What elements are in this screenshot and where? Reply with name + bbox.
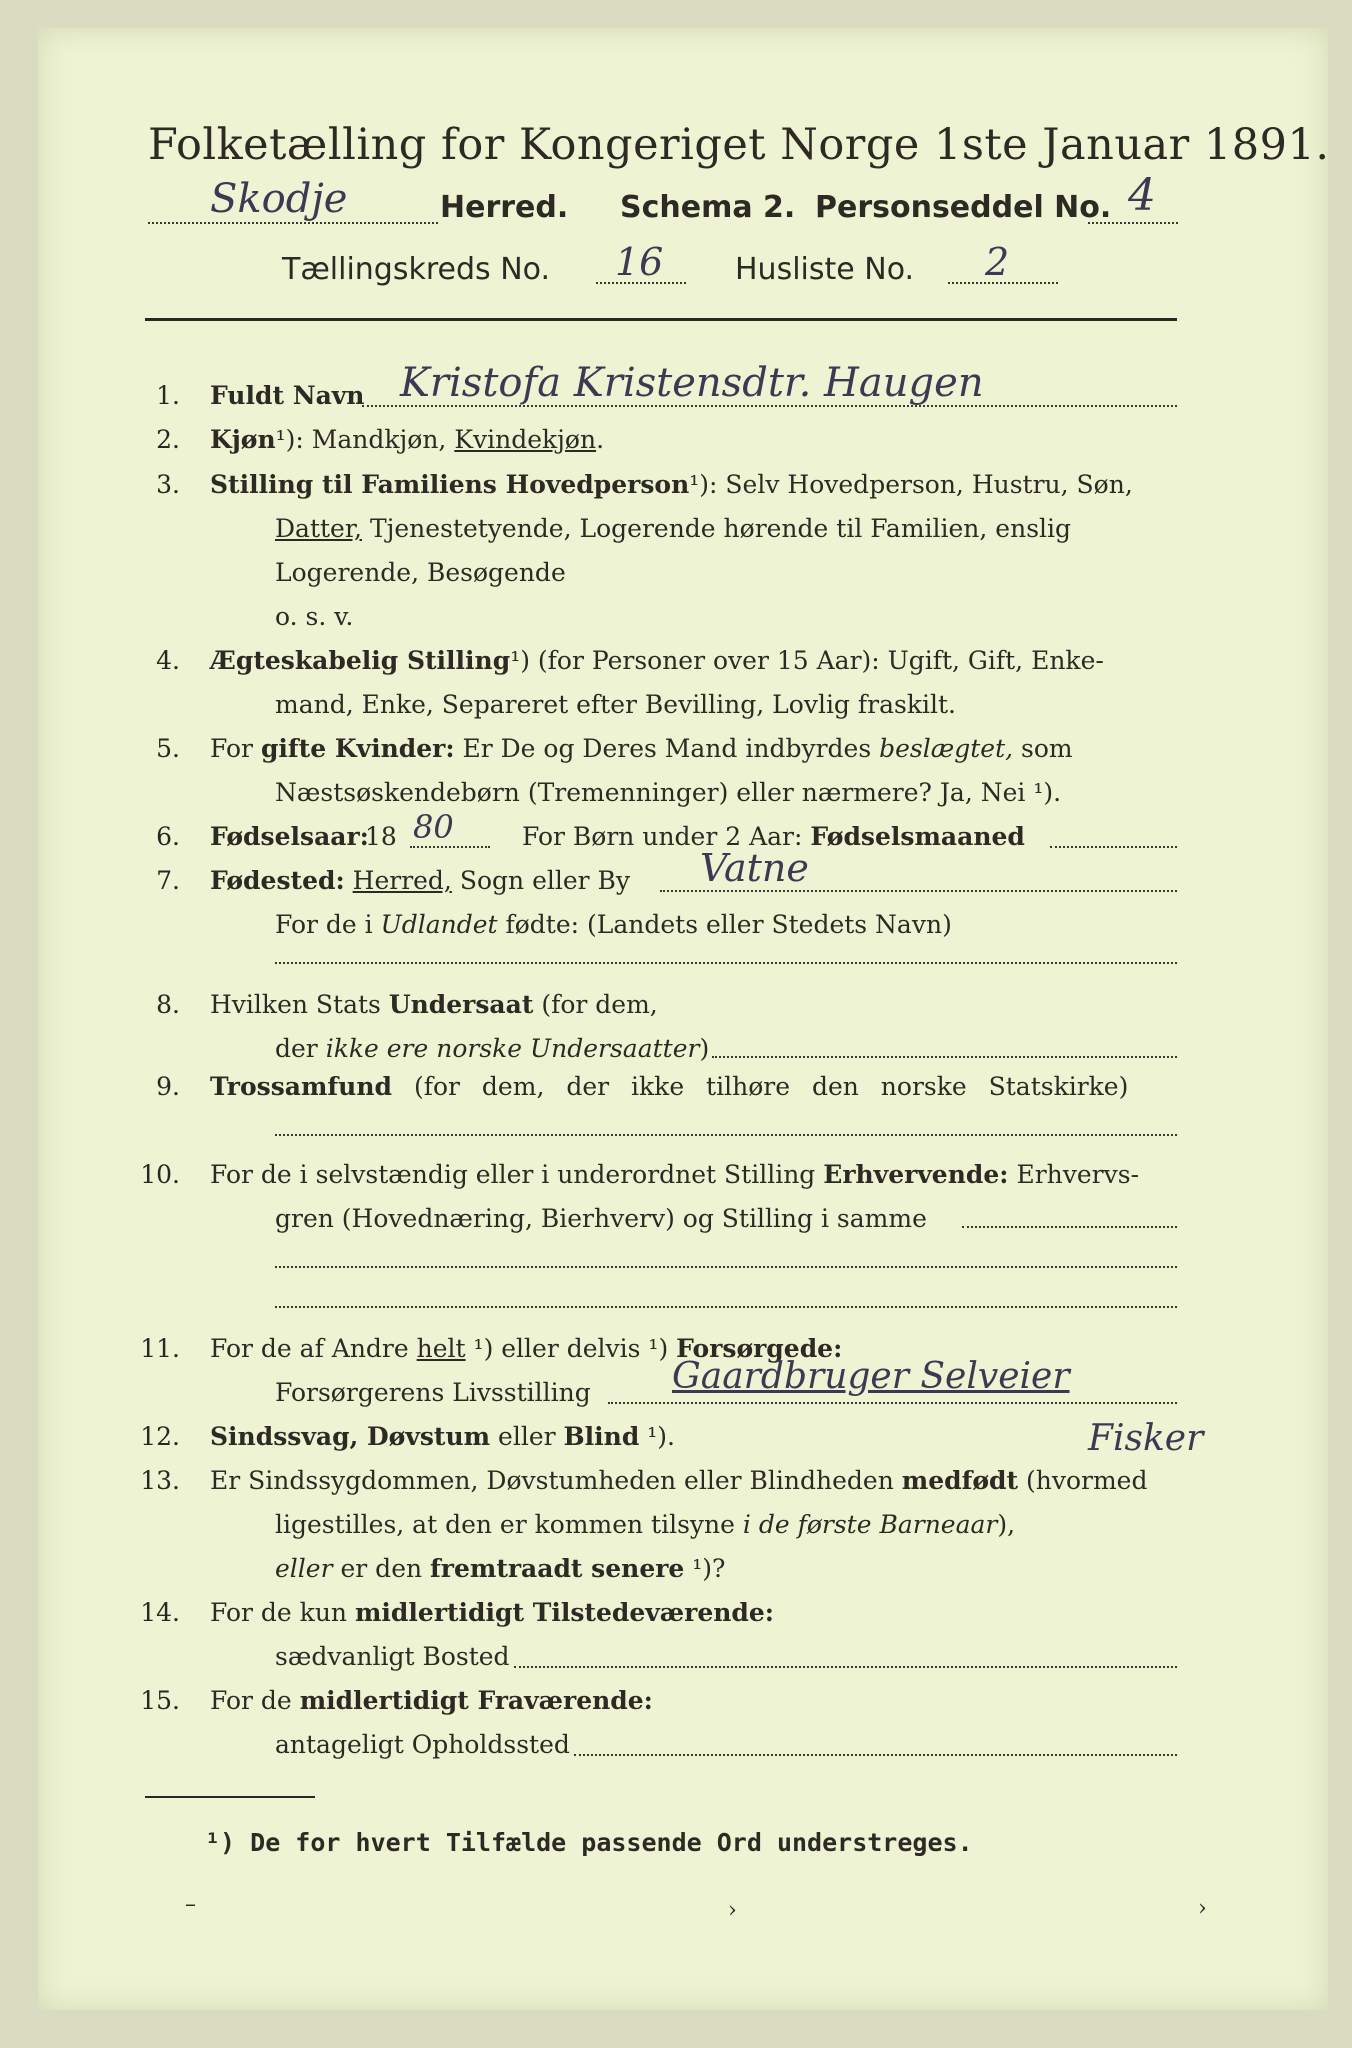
- q7-number: 7.: [156, 866, 180, 895]
- q10-line1: [210, 1160, 1139, 1189]
- q12-line1: [210, 1422, 675, 1451]
- q6-label: Fødselsaar:: [210, 822, 369, 851]
- q13-line3-italic: eller: [275, 1554, 333, 1583]
- q5-line1-end: som: [1013, 734, 1073, 763]
- husliste-dotted-line: [948, 282, 1058, 284]
- q13-line2-end: ),: [997, 1510, 1016, 1539]
- q5-italic: beslægtet,: [879, 734, 1014, 763]
- q3-line1: [210, 470, 1133, 499]
- q3-line1-text: ¹): Selv Hovedperson, Hustru, Søn,: [689, 470, 1133, 499]
- q13-number: 13.: [140, 1466, 180, 1495]
- q7-line2-pre: For de i: [275, 910, 381, 939]
- q7-dotted-line: [660, 890, 1177, 892]
- q6-year-dotted-line: [410, 846, 490, 848]
- q13-line3-end: ¹)?: [684, 1554, 726, 1583]
- q15-number: 15.: [140, 1686, 180, 1715]
- form-title: Folketælling for Kongeriget Norge 1ste Januar 1891.: [148, 120, 1330, 170]
- q3-label: Stilling til Familiens Hovedperson: [210, 470, 690, 499]
- q5-label: gifte Kvinder:: [260, 734, 455, 763]
- q3-line3: Logerende, Besøgende: [275, 558, 566, 587]
- q9-rest: (for dem, der ikke tilhøre den norske Statskirke): [392, 1072, 1129, 1101]
- q6-month-dotted-line: [1050, 846, 1177, 848]
- q9-line1: [210, 1072, 1128, 1101]
- q14-label: midlertidigt Tilstedeværende:: [354, 1598, 775, 1627]
- q4-line2: mand, Enke, Separeret efter Bevilling, Lovlig fraskilt.: [275, 690, 956, 719]
- husliste-value: 2: [985, 240, 1010, 284]
- husliste-label: Husliste No.: [735, 252, 915, 287]
- q7-underlined: Herred,: [352, 866, 452, 895]
- q6-mid-text: For Børn under 2 Aar:: [522, 822, 811, 851]
- q10-rest: Erhvervs-: [1008, 1160, 1140, 1189]
- q6-number: 6.: [156, 822, 180, 851]
- q12-label: Sindssvag, Døvstum: [210, 1422, 491, 1451]
- registration-mark-left: –: [185, 1892, 196, 1917]
- q6-label2: Fødselsmaaned: [810, 822, 1025, 851]
- q2-text: ¹): Mandkjøn,: [275, 425, 455, 454]
- footnote: ¹) De for hvert Tilfælde passende Ord understreges.: [205, 1828, 973, 1857]
- q12-label2: Blind: [563, 1422, 640, 1451]
- footnote-rule: [145, 1796, 315, 1798]
- q14-number: 14.: [140, 1598, 180, 1627]
- q2-line: [210, 425, 604, 454]
- q8-line2-italic: ikke ere norske Undersaatter: [325, 1034, 700, 1063]
- q3-line4: o. s. v.: [275, 602, 354, 631]
- q13-line3-bold: fremtraadt senere: [430, 1554, 685, 1583]
- q10-pre: For de i selvstændig eller i underordnet Stilling: [210, 1160, 824, 1189]
- q3-number: 3.: [156, 470, 180, 499]
- q8-line1: [210, 990, 658, 1019]
- q11-pre: For de af Andre: [210, 1334, 417, 1363]
- q15-label: midlertidigt Fraværende:: [299, 1686, 653, 1715]
- herred-value: Skodje: [210, 176, 348, 222]
- q7-line2-end: fødte: (Landets eller Stedets Navn): [497, 910, 952, 939]
- q10-label: Erhvervende:: [823, 1160, 1009, 1189]
- q11-value: Gaardbruger Selveier: [672, 1356, 1070, 1397]
- q15-pre: For de: [210, 1686, 300, 1715]
- q1-number: 1.: [156, 381, 180, 410]
- q13-line2-italic: i de første Barneaar: [742, 1510, 998, 1539]
- herred-dotted-line: [148, 222, 438, 224]
- q3-line2: [275, 514, 1071, 543]
- q15-line2: antageligt Opholdssted: [275, 1730, 570, 1759]
- q7-line1: [210, 866, 630, 895]
- kreds-value: 16: [615, 240, 664, 284]
- q14-line1: [210, 1598, 774, 1627]
- q12-end: ¹).: [639, 1422, 675, 1451]
- q11-number: 11.: [140, 1334, 180, 1363]
- header-rule: [145, 318, 1177, 321]
- q6-year-value: 80: [413, 808, 454, 846]
- q5-line1-text: Er De og Deres Mand indbyrdes: [454, 734, 880, 763]
- q13-line2-pre: ligestilles, at den er kommen tilsyne: [275, 1510, 743, 1539]
- q10-dotted-line-2: [275, 1266, 1177, 1268]
- q4-number: 4.: [156, 646, 180, 675]
- q2-number: 2.: [156, 425, 180, 454]
- q2-label: Kjøn: [210, 425, 276, 454]
- q8-number: 8.: [156, 990, 180, 1019]
- q10-dotted-line-3: [275, 1306, 1177, 1308]
- q2-underlined: Kvindekjøn: [454, 425, 597, 454]
- q8-line2-pre: der: [275, 1034, 326, 1063]
- q7-rest: Sogn eller By: [451, 866, 631, 895]
- q10-number: 10.: [140, 1160, 180, 1189]
- q15-line1: [210, 1686, 653, 1715]
- herred-label: Herred.: [440, 190, 569, 225]
- q8-pre: Hvilken Stats: [210, 990, 389, 1019]
- q14-pre: For de kun: [210, 1598, 355, 1627]
- q3-underlined: Datter,: [275, 514, 362, 543]
- q13-label: medfødt: [901, 1466, 1019, 1495]
- personseddel-value: 4: [1128, 170, 1156, 221]
- q11-label: Forsørgede:: [676, 1334, 843, 1363]
- q11-underlined: helt: [416, 1334, 466, 1363]
- q9-number: 9.: [156, 1072, 180, 1101]
- q7-udland-dotted-line: [275, 962, 1177, 964]
- q11-dotted-line: [608, 1402, 1177, 1404]
- q13-line1: [210, 1466, 1147, 1495]
- q1-label: Fuldt Navn: [210, 381, 365, 410]
- q13-line3: [275, 1554, 725, 1583]
- personseddel-dotted-line: [1088, 222, 1178, 224]
- registration-mark-right: ›: [1198, 1896, 1207, 1921]
- q10-line2: gren (Hovednæring, Bierhverv) og Stilling i samme: [275, 1204, 927, 1233]
- q13-line2: [275, 1510, 1015, 1539]
- q13-line3-mid: er den: [332, 1554, 431, 1583]
- q9-label: Trossamfund: [210, 1072, 393, 1101]
- kreds-dotted-line: [596, 282, 686, 284]
- q1-value: Kristofa Kristensdtr. Haugen: [400, 360, 984, 406]
- q7-line2: [275, 910, 952, 939]
- q6-year-prefix: 18: [365, 822, 397, 851]
- q4-line1-text: ¹) (for Personer over 15 Aar): Ugift, Gift, Enke-: [510, 646, 1104, 675]
- q8-line2-end: ): [699, 1034, 710, 1063]
- q8-rest: (for dem,: [533, 990, 658, 1019]
- q4-line1: [210, 646, 1104, 675]
- q8-line2: [275, 1034, 709, 1063]
- q8-label: Undersaat: [388, 990, 534, 1019]
- q11-value2: Fisker: [1088, 1418, 1204, 1459]
- schema-label: Schema 2.: [620, 190, 796, 225]
- personseddel-label: Personseddel No.: [815, 190, 1112, 225]
- q10-dotted-line-1: [962, 1226, 1177, 1228]
- q4-label: Ægteskabelig Stilling: [210, 646, 511, 675]
- q14-line2: sædvanligt Bosted: [275, 1642, 510, 1671]
- q3-line2-text: Tjenestetyende, Logerende hørende til Familien, enslig: [362, 514, 1072, 543]
- q11-mid: ¹) eller delvis ¹): [465, 1334, 677, 1363]
- q13-pre: Er Sindssygdommen, Døvstumheden eller Blindheden: [210, 1466, 902, 1495]
- q12-mid: eller: [490, 1422, 564, 1451]
- q14-dotted-line: [514, 1666, 1177, 1668]
- q9-dotted-line: [275, 1134, 1177, 1136]
- q7-line2-italic: Udlandet: [380, 910, 498, 939]
- q7-label: Fødested:: [210, 866, 345, 895]
- q7-value: Vatne: [700, 846, 809, 890]
- kreds-label: Tællingskreds No.: [282, 252, 550, 287]
- registration-mark-center: ›: [728, 1898, 737, 1923]
- q12-number: 12.: [140, 1422, 180, 1451]
- q11-line2: Forsørgerens Livsstilling: [275, 1378, 591, 1407]
- q5-line2: Næstsøskendebørn (Tremenninger) eller nærmere? Ja, Nei ¹).: [275, 778, 1062, 807]
- q5-pre: For: [210, 734, 261, 763]
- q2-end: .: [596, 425, 605, 454]
- q8-dotted-line: [712, 1056, 1177, 1058]
- q15-dotted-line: [574, 1754, 1177, 1756]
- q13-rest: (hvormed: [1018, 1466, 1148, 1495]
- q5-line1: [210, 734, 1073, 763]
- q5-number: 5.: [156, 734, 180, 763]
